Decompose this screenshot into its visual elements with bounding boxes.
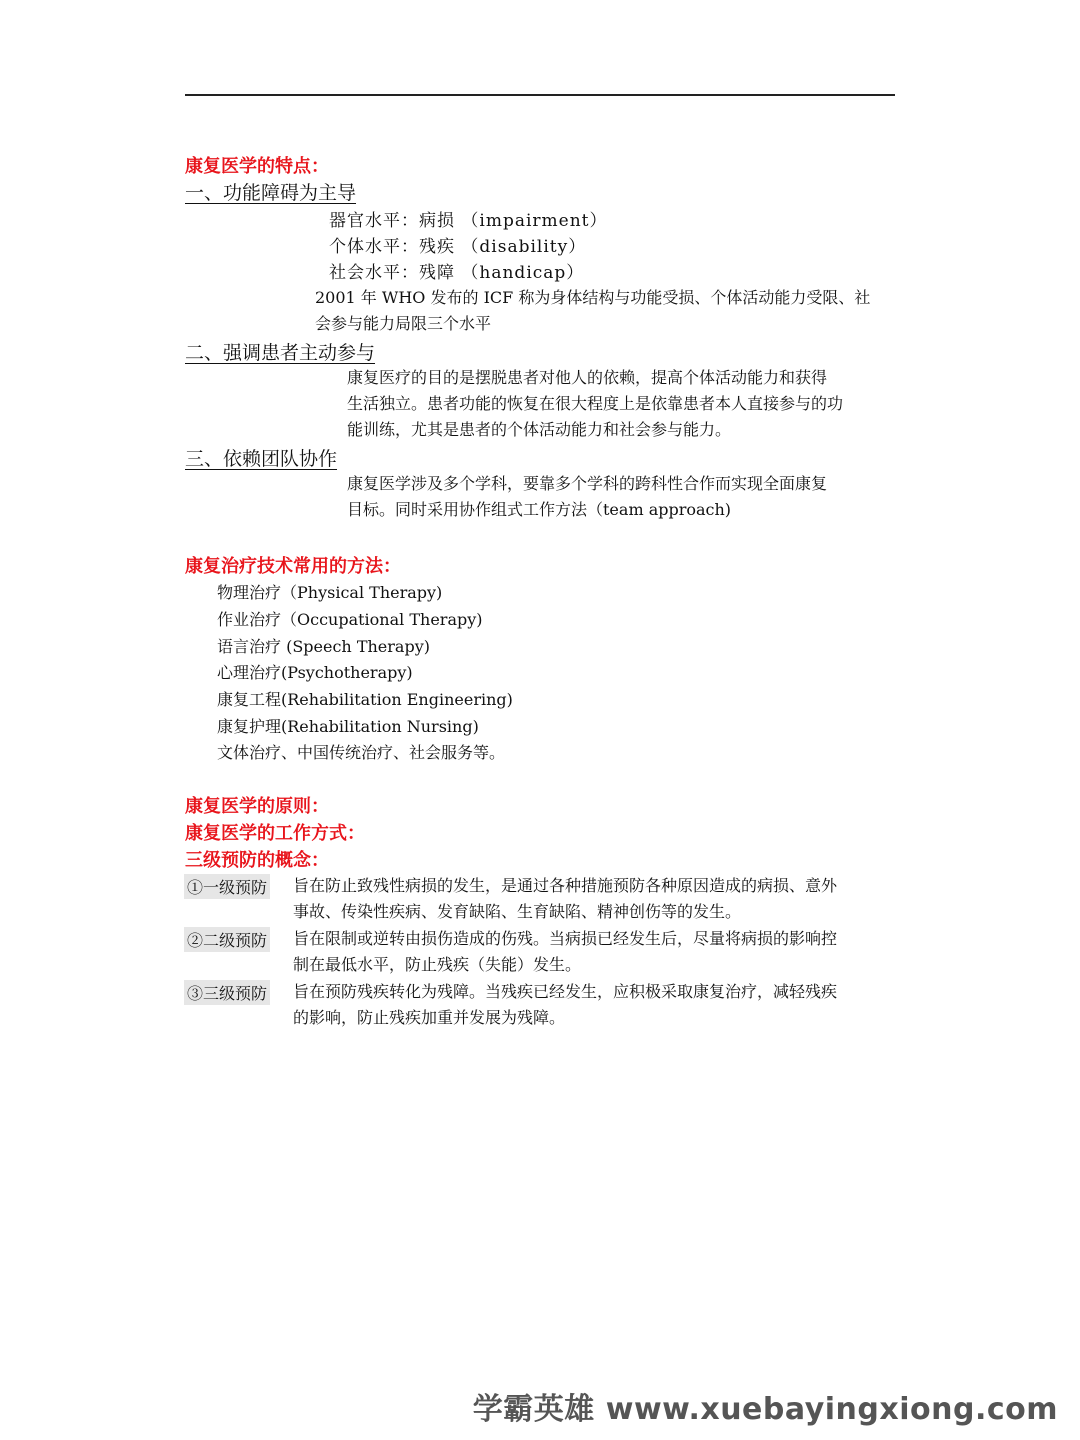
watermark: 学霸英雄 www.xuebayingxiong.com	[472, 1392, 1058, 1427]
method-psychotherapy: 心理治疗(Psychotherapy)	[217, 663, 413, 682]
header-rule	[185, 94, 895, 96]
section3-title: 三、依赖团队协作	[185, 448, 338, 470]
prevention-primary-tag: ①一级预防	[184, 874, 270, 899]
prevention-tertiary-line-1: 旨在预防残疾转化为残障。当残疾已经发生，应积极采取康复治疗，减轻残疾	[293, 982, 838, 1001]
prevention-primary-line-2: 事故、传染性疾病、发育缺陷、生育缺陷、精神创伤等的发生。	[293, 902, 742, 921]
prevention-tertiary-line-2: 的影响，防止残疾加重并发展为残障。	[293, 1008, 566, 1027]
level-individual: 个体水平：残疾 （disability）	[329, 237, 587, 257]
method-physical: 物理治疗（Physical Therapy)	[217, 583, 443, 602]
level-organ: 器官水平：病损 （impairment）	[329, 211, 608, 231]
prevention-secondary-tag: ②二级预防	[184, 927, 270, 952]
prevention-secondary-line-1: 旨在限制或逆转由损伤造成的伤残。当病损已经发生后，尽量将病损的影响控	[293, 929, 838, 948]
section2-line-3: 能训练，尤其是患者的个体活动能力和社会参与能力。	[347, 420, 732, 439]
section2-title: 二、强调患者主动参与	[185, 342, 376, 364]
prevention-primary-line-1: 旨在防止致残性病损的发生，是通过各种措施预防各种原因造成的病损、意外	[293, 876, 838, 895]
prevention-heading: 三级预防的概念：	[185, 850, 329, 871]
icf-line-1: 2001 年 WHO 发布的 ICF 称为身体结构与功能受损、个体活动能力受限、社	[315, 288, 871, 307]
section2-line-1: 康复医疗的目的是摆脱患者对他人的依赖，提高个体活动能力和获得	[347, 368, 828, 387]
features-heading: 康复医学的特点：	[185, 156, 329, 177]
method-nursing: 康复护理(Rehabilitation Nursing)	[217, 717, 479, 736]
icf-line-2: 会参与能力局限三个水平	[315, 314, 492, 333]
section1-title: 一、功能障碍为主导	[185, 182, 357, 204]
method-engineering: 康复工程(Rehabilitation Engineering)	[217, 690, 513, 709]
method-occupational: 作业治疗（Occupational Therapy)	[217, 610, 483, 629]
methods-heading: 康复治疗技术常用的方法：	[185, 556, 401, 577]
prevention-tertiary-tag: ③三级预防	[184, 980, 270, 1005]
section3-line-2: 目标。同时采用协作组式工作方法（team approach)	[347, 500, 732, 519]
method-other: 文体治疗、中国传统治疗、社会服务等。	[217, 743, 506, 762]
workmode-heading: 康复医学的工作方式：	[185, 823, 365, 844]
method-speech: 语言治疗 (Speech Therapy)	[217, 637, 430, 656]
level-social: 社会水平：残障 （handicap）	[329, 263, 585, 283]
prevention-secondary-line-2: 制在最低水平，防止残疾（失能）发生。	[293, 955, 582, 974]
section2-line-2: 生活独立。患者功能的恢复在很大程度上是依靠患者本人直接参与的功	[347, 394, 844, 413]
principles-heading: 康复医学的原则：	[185, 796, 329, 817]
section3-line-1: 康复医学涉及多个学科，要靠多个学科的跨科性合作而实现全面康复	[347, 474, 828, 493]
